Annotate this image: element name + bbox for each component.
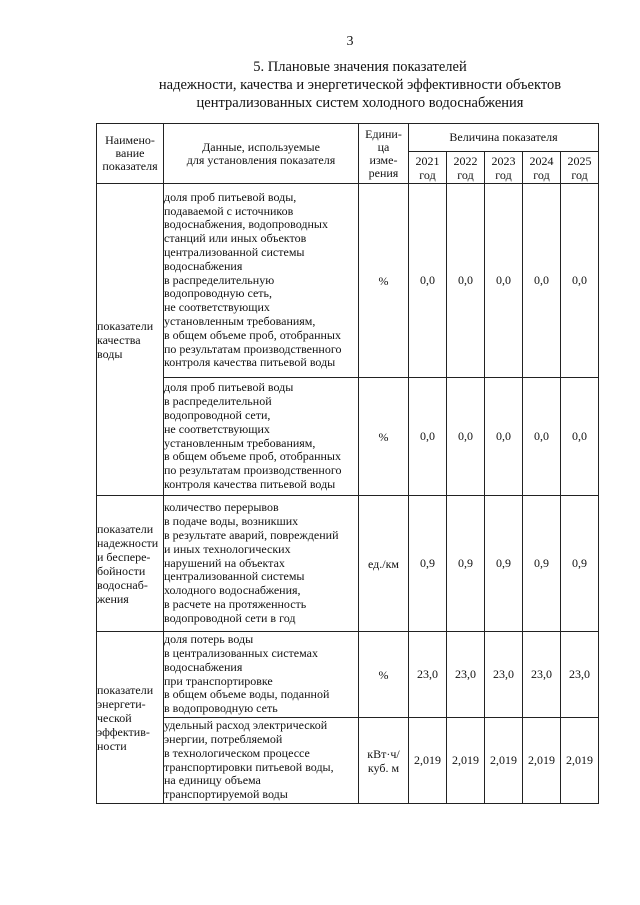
table-row: [97, 718, 599, 804]
header-year: 2021 год: [409, 152, 447, 184]
header-year: 2025 год: [561, 152, 599, 184]
value-cell: 0,0: [561, 184, 599, 378]
value-cell: 2,019: [523, 718, 561, 804]
title-line-3: централизованных систем холодного водоснабжения: [196, 95, 524, 111]
row-description: удельный расход электрической энергии, потребляемой в технологическом процессе транспортировки питьевой воды, на единицу объема транспортируемой воды: [164, 718, 359, 804]
value-cell: 2,019: [561, 718, 599, 804]
table-row: [97, 378, 599, 496]
group-name-energy: показатели энергети- ческой эффектив- ности: [97, 632, 164, 804]
row-unit: %: [359, 632, 409, 718]
value-cell: 0,9: [409, 496, 447, 632]
section-title: [100, 58, 620, 112]
table-row: [97, 632, 599, 718]
value-cell: 0,0: [409, 378, 447, 496]
value-cell: 0,0: [523, 184, 561, 378]
value-cell: 23,0: [409, 632, 447, 718]
header-name: Наимено- вание показателя: [97, 124, 164, 184]
row-unit: %: [359, 184, 409, 378]
value-cell: 0,0: [485, 378, 523, 496]
value-cell: 0,9: [561, 496, 599, 632]
value-cell: 0,0: [523, 378, 561, 496]
row-description: количество перерывов в подаче воды, возникших в результате аварий, повреждений и иных технологических нарушений на объектах централизованной системы холодного водоснабжения, в расчете на протяженность водопроводной сети в год: [164, 496, 359, 632]
indicators-table: [96, 123, 599, 804]
header-data: Данные, используемые для установления показателя: [164, 124, 359, 184]
value-cell: 23,0: [485, 632, 523, 718]
value-cell: 2,019: [485, 718, 523, 804]
value-cell: 23,0: [523, 632, 561, 718]
row-unit: кВт·ч/ куб. м: [359, 718, 409, 804]
row-unit: ед./км: [359, 496, 409, 632]
header-year: 2022 год: [447, 152, 485, 184]
page-number: 3: [346, 34, 354, 49]
value-cell: 0,0: [561, 378, 599, 496]
title-line-2: надежности, качества и энергетической эффективности объектов: [158, 77, 562, 93]
value-cell: 0,0: [409, 184, 447, 378]
value-cell: 23,0: [561, 632, 599, 718]
group-name-reliability: показатели надежности и беспере- бойности водоснаб- жения: [97, 496, 164, 632]
header-value: Величина показателя: [409, 124, 599, 152]
row-description: доля потерь воды в централизованных системах водоснабжения при транспортировке в общем объеме воды, поданной в водопроводную сеть: [164, 632, 359, 718]
row-description: доля проб питьевой воды в распределительной водопроводной сети, не соответствующих установленным требованиям, в общем объеме проб, отобранных по результатам производственного контроля качества питьевой воды: [164, 378, 359, 496]
value-cell: 0,9: [485, 496, 523, 632]
header-year: 2024 год: [523, 152, 561, 184]
table-row: [97, 184, 599, 378]
title-line-1: 5. Плановые значения показателей: [253, 59, 467, 75]
value-cell: 0,0: [447, 184, 485, 378]
value-cell: 23,0: [447, 632, 485, 718]
value-cell: 0,9: [523, 496, 561, 632]
group-name-quality: показатели качества воды: [97, 184, 164, 496]
row-description: доля проб питьевой воды, подаваемой с источников водоснабжения, водопроводных станций или иных объектов централизованной системы водоснабжения в распределительную водопроводную сеть, не соответствующих установленным требованиям, в общем объеме проб, отобранных по результатам производственного контроля качества питьевой воды: [164, 184, 359, 378]
row-unit: %: [359, 378, 409, 496]
header-year: 2023 год: [485, 152, 523, 184]
value-cell: 0,9: [447, 496, 485, 632]
table-row: [97, 496, 599, 632]
value-cell: 0,0: [447, 378, 485, 496]
value-cell: 2,019: [447, 718, 485, 804]
value-cell: 2,019: [409, 718, 447, 804]
value-cell: 0,0: [485, 184, 523, 378]
header-unit: Едини- ца изме- рения: [359, 124, 409, 184]
